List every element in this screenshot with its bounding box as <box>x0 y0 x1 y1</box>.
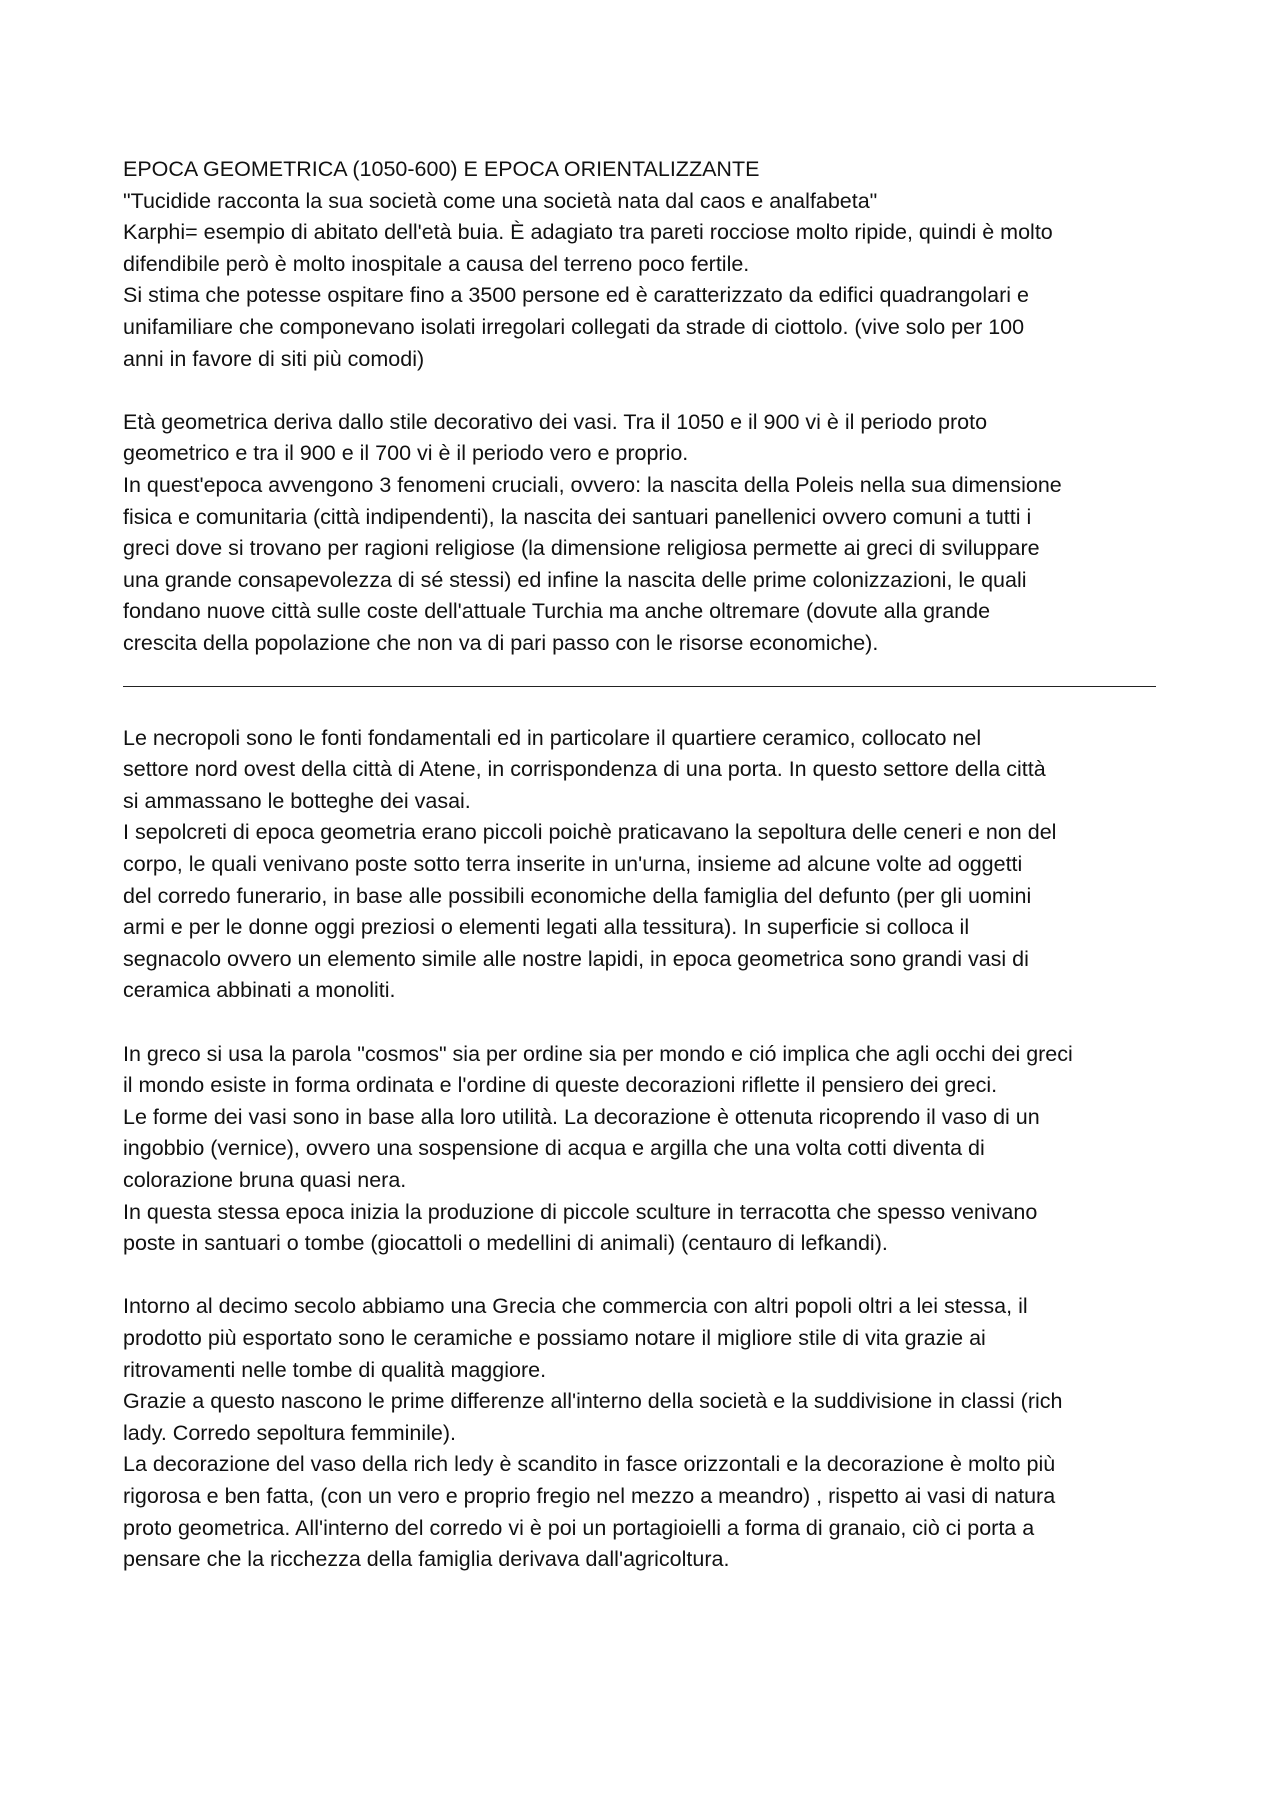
text-line: Le forme dei vasi sono in base alla loro utilità. La decorazione è ottenuta ricoprendo il vaso di un <box>123 1104 1040 1129</box>
text-line: lady. Corredo sepoltura femminile). <box>123 1420 456 1445</box>
text-line: Grazie a questo nascono le prime differenze all'interno della società e la suddivisione in classi (rich <box>123 1389 1063 1414</box>
text-line: I sepolcreti di epoca geometria erano piccoli poichè praticavano la sepoltura delle ceneri e non del <box>123 820 1057 845</box>
text-line: In questa stessa epoca inizia la produzione di piccole sculture in terracotta che spesso venivano <box>123 1199 1038 1224</box>
text-line: poste in santuari o tombe (giocattoli o medellini di animali) (centauro di lefkandi). <box>123 1231 888 1256</box>
text-line: unifamiliare che componevano isolati irregolari collegati da strade di ciottolo. (vive solo per 100 <box>123 314 1025 339</box>
document-page <box>123 154 1173 1576</box>
text-line: pensare che la ricchezza della famiglia derivava dall'agricoltura. <box>123 1547 730 1572</box>
text-line: fisica e comunitaria (città indipendenti), la nascita dei santuari panellenici ovvero comuni a tutti i <box>123 504 1032 529</box>
blank-line <box>123 1260 1173 1292</box>
text-line: Si stima che potesse ospitare fino a 3500 persone ed è caratterizzato da edifici quadrangolari e <box>123 283 1029 308</box>
horizontal-rule <box>123 660 1173 692</box>
blank-line <box>123 1007 1173 1039</box>
text-line: corpo, le quali venivano poste sotto terra inserite in un'urna, insieme ad alcune volte ad oggetti <box>123 852 1023 877</box>
text-line: "Tucidide racconta la sua società come una società nata dal caos e analfabeta" <box>123 188 878 213</box>
text-line: fondano nuove città sulle coste dell'attuale Turchia ma anche oltremare (dovute alla grande <box>123 599 991 624</box>
text-line: una grande consapevolezza di sé stessi) ed infine la nascita delle prime colonizzazioni, le quali <box>123 567 1027 592</box>
text-line: difendibile però è molto inospitale a causa del terreno poco fertile. <box>123 251 750 276</box>
text-line: In greco si usa la parola "cosmos" sia per ordine sia per mondo e ció implica che agli occhi dei greci <box>123 1041 1073 1066</box>
text-line: greci dove si trovano per ragioni religiose (la dimensione religiosa permette ai greci di sviluppare <box>123 536 1040 561</box>
text-line: La decorazione del vaso della rich ledy è scandito in fasce orizzontali e la decorazione è molto più <box>123 1452 1056 1477</box>
text-line: proto geometrica. All'interno del corredo vi è poi un portagioielli a forma di granaio, ciò ci porta a <box>123 1515 1035 1540</box>
text-line: Intorno al decimo secolo abbiamo una Grecia che commercia con altri popoli oltri a lei stessa, il <box>123 1294 1028 1319</box>
text-line: segnacolo ovvero un elemento simile alle nostre lapidi, in epoca geometrica sono grandi vasi di <box>123 946 1029 971</box>
text-line: prodotto più esportato sono le ceramiche e possiamo notare il migliore stile di vita grazie ai <box>123 1325 986 1350</box>
text-line: il mondo esiste in forma ordinata e l'ordine di queste decorazioni riflette il pensiero dei greci. <box>123 1073 998 1098</box>
text-line: ritrovamenti nelle tombe di qualità maggiore. <box>123 1357 547 1382</box>
text-line: anni in favore di siti più comodi) <box>123 346 425 371</box>
text-line: crescita della popolazione che non va di pari passo con le risorse economiche). <box>123 630 879 655</box>
text-line: Età geometrica deriva dallo stile decorativo dei vasi. Tra il 1050 e il 900 vi è il periodo proto <box>123 409 988 434</box>
text-line: armi e per le donne oggi preziosi o elementi legati alla tessitura). In superficie si colloca il <box>123 915 970 940</box>
text-line: In quest'epoca avvengono 3 fenomeni cruciali, ovvero: la nascita della Poleis nella sua dimensione <box>123 472 1062 497</box>
text-line: Karphi= esempio di abitato dell'età buia. È adagiato tra pareti rocciose molto ripide, quindi è molto <box>123 220 1053 245</box>
text-line: del corredo funerario, in base alle possibili economiche della famiglia del defunto (per gli uomini <box>123 883 1032 908</box>
text-line: geometrico e tra il 900 e il 700 vi è il periodo vero e proprio. <box>123 441 689 466</box>
document-title: EPOCA GEOMETRICA (1050-600) E EPOCA ORIENTALIZZANTE <box>123 157 760 181</box>
text-line: Le necropoli sono le fonti fondamentali ed in particolare il quartiere ceramico, collocato nel <box>123 725 982 750</box>
text-line: ingobbio (vernice), ovvero una sospensione di acqua e argilla che una volta cotti diventa di <box>123 1136 985 1161</box>
blank-line <box>123 691 1173 723</box>
text-line: ceramica abbinati a monoliti. <box>123 978 396 1003</box>
text-line: rigorosa e ben fatta, (con un vero e proprio fregio nel mezzo a meandro) , rispetto ai vasi di natura <box>123 1483 1056 1508</box>
blank-line <box>123 375 1173 407</box>
text-line: si ammassano le botteghe dei vasai. <box>123 788 471 813</box>
text-line: settore nord ovest della città di Atene, in corrispondenza di una porta. In questo settore della città <box>123 757 1046 782</box>
text-line: colorazione bruna quasi nera. <box>123 1168 407 1192</box>
